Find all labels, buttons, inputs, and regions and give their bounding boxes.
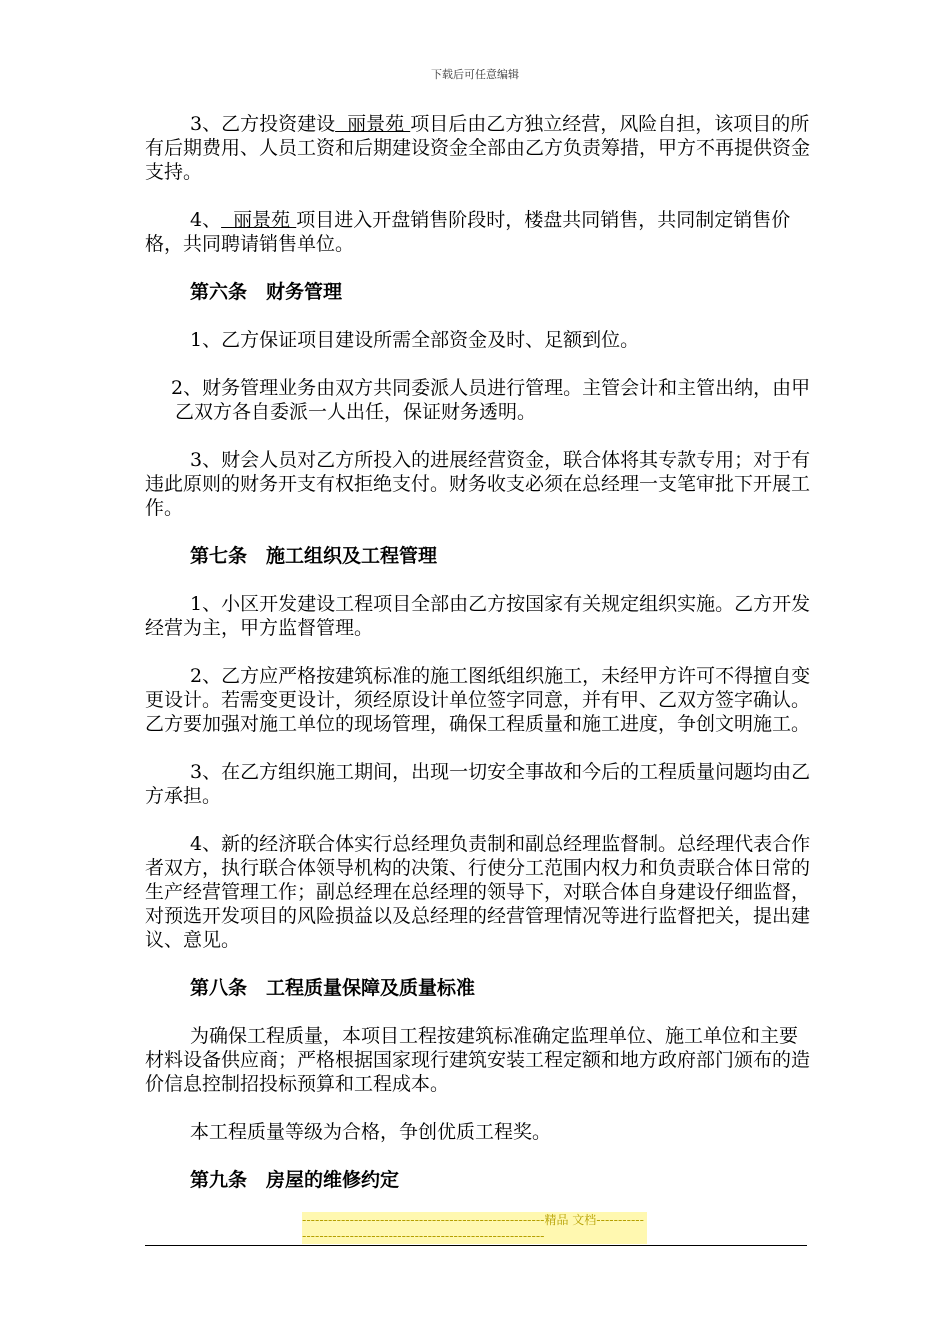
document-body: [145, 112, 815, 1192]
project-name: 丽景苑: [335, 113, 411, 135]
clause-7-item-3: 3、在乙方组织施工期间，出现一切安全事故和今后的工程质量问题均由乙方承担。: [145, 761, 811, 807]
clause-7-item-2: 2、乙方应严格按建筑标准的施工图纸组织施工，未经甲方许可不得擅自变更设计。若需变更设计，须经原设计单位签字同意，并有甲、乙双方签字确认。乙方要加强对施工单位的现场管理，确保工程质量和施工进度，争创文明施工。: [145, 665, 811, 735]
clause-6-item-3: 3、财会人员对乙方所投入的进展经营资金，联合体将其专款专用；对于有违此原则的财务开支有权拒绝支付。财务收支必须在总经理一支笔审批下开展工作。: [145, 449, 811, 519]
text-segment: 项目进入开盘销售阶段时，楼盘共同销售，共同制定销售价格，共同聘请销售单位。: [145, 209, 791, 255]
article-9-heading: 第九条 房屋的维修约定: [190, 1169, 400, 1191]
header-note: 下载后可任意编辑: [431, 68, 519, 81]
footer-divider: [145, 1245, 807, 1246]
text-segment: 4、: [190, 209, 222, 231]
clause-7-item-1: 1、小区开发建设工程项目全部由乙方按国家有关规定组织实施。乙方开发经营为主，甲方监督管理。: [145, 593, 811, 639]
clause-8-item-1: 为确保工程质量，本项目工程按建筑标准确定监理单位、施工单位和主要材料设备供应商；严格根据国家现行建筑安装工程定额和地方政府部门颁布的造价信息控制招投标预算和工程成本。: [145, 1025, 811, 1095]
text-segment: 3、乙方投资建设: [190, 113, 336, 135]
clause-5-item-4: [145, 208, 815, 256]
footer-watermark-text: --------------------------------------------------------精品 文档-------------------------------------------------------------------: [302, 1212, 647, 1244]
clause-6-item-2: 2、财务管理业务由双方共同委派人员进行管理。主管会计和主管出纳，由甲乙双方各自委派一人出任，保证财务透明。: [171, 377, 811, 423]
clause-7-item-4: 4、新的经济联合体实行总经理负责制和副总经理监督制。总经理代表合作者双方，执行联合体领导机构的决策、行使分工范围内权力和负责联合体日常的生产经营管理工作；副总经理在总经理的领导下，对联合体自身建设仔细监督，对预选开发项目的风险损益以及总经理的经营管理情况等进行监督把关，提出建议、意见。: [145, 833, 811, 951]
article-8-heading: 第八条 工程质量保障及质量标准: [190, 977, 476, 999]
article-6-heading: 第六条 财务管理: [190, 281, 343, 303]
article-7-heading: 第七条 施工组织及工程管理: [190, 545, 438, 567]
clause-6-item-1: 1、乙方保证项目建设所需全部资金及时、足额到位。: [190, 329, 640, 351]
project-name: 丽景苑: [221, 209, 297, 231]
clause-5-item-3: [145, 112, 815, 184]
clause-8-item-2: 本工程质量等级为合格，争创优质工程奖。: [190, 1121, 552, 1143]
text-segment: 项目后由乙方独立经营，风险自担，该项目的所有后期费用、人员工资和后期建设资金全部由乙方负责筹措，甲方不再提供资金支持。: [145, 113, 811, 183]
